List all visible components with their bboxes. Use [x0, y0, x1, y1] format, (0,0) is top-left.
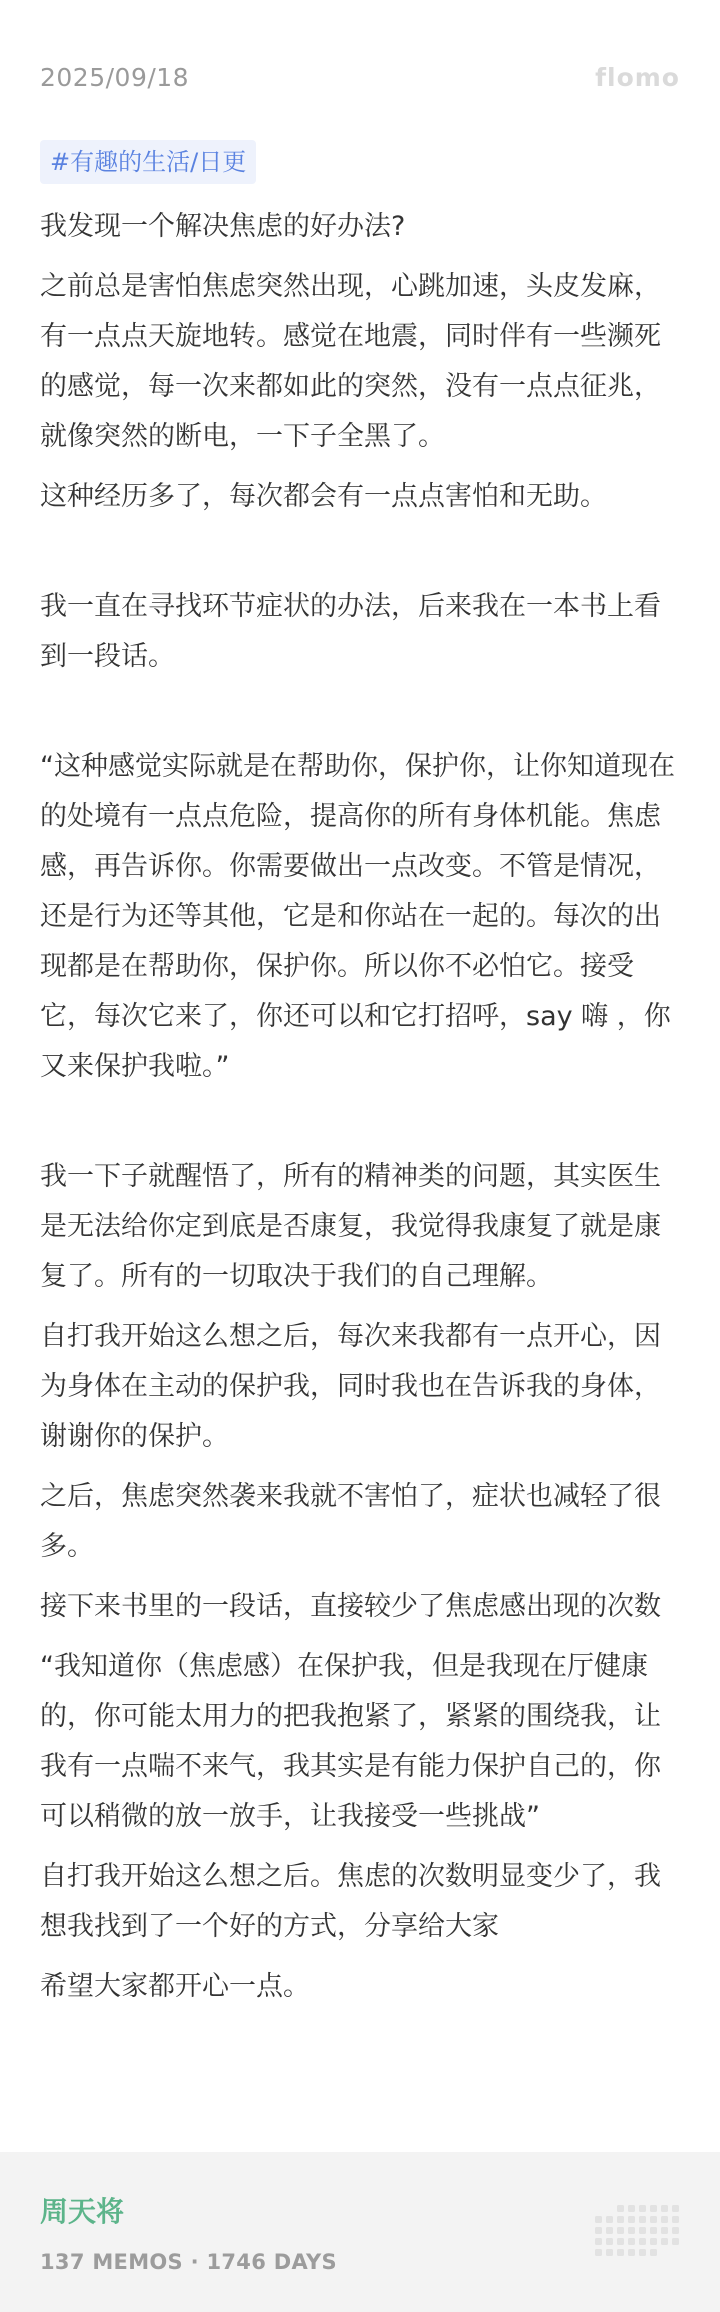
- memo-paragraph: 自打我开始这么想之后。焦虑的次数明显变少了，我想我找到了一个好的方式，分享给大家: [40, 1861, 661, 1942]
- author-stats: 137 MEMOS · 1746 DAYS: [40, 2250, 337, 2274]
- memo-paragraph: 我一下子就醒悟了，所有的精神类的问题，其实医生是无法给你定到底是否康复，我觉得我康复了就是康复了。所有的一切取决于我们的自己理解。: [40, 1161, 661, 1292]
- memo-paragraph: 希望大家都开心一点。: [40, 1971, 310, 2002]
- brand-logo: flomo: [595, 63, 680, 92]
- memo-footer: [0, 2152, 720, 2312]
- memo-paragraph: 我一直在寻找环节症状的办法，后来我在一本书上看到一段话。: [40, 591, 661, 672]
- memo-tag[interactable]: #有趣的生活/日更: [40, 140, 256, 184]
- memo-paragraph: 这种经历多了，每次都会有一点点害怕和无助。: [40, 481, 607, 512]
- memo-paragraph: 之前总是害怕焦虑突然出现，心跳加速，头皮发麻，有一点点天旋地转。感觉在地震，同时伴有一些濒死的感觉，每一次来都如此的突然，没有一点点征兆，就像突然的断电，一下子全黑了。: [40, 271, 661, 452]
- author-name: 周天将: [40, 2195, 125, 2228]
- memo-paragraph: “这种感觉实际就是在帮助你，保护你，让你知道现在的处境有一点点危险，提高你的所有身体机能。焦虑感，再告诉你。你需要做出一点改变。不管是情况，还是行为还等其他，它是和你站在一起的。每次的出现都是在帮助你，保护你。所以你不必怕它。接受它，每次它来了，你还可以和它打招呼，say 嗨 ，你又来保护我啦。”: [40, 751, 675, 1082]
- memo-paragraph: 我发现一个解决焦虑的好办法?: [40, 211, 406, 242]
- memo-content: [40, 202, 680, 2022]
- memo-paragraph: 接下来书里的一段话，直接较少了焦虑感出现的次数: [40, 1591, 661, 1622]
- memo-paragraph: “我知道你（焦虑感）在保护我，但是我现在厅健康的，你可能太用力的把我抱紧了，紧紧的围绕我，让我有一点喘不来气，我其实是有能力保护自己的，你可以稍微的放一放手，让我接受一些挑战”: [40, 1651, 661, 1832]
- dot-grid-icon: [594, 2204, 680, 2262]
- memo-date: 2025/09/18: [40, 63, 190, 92]
- memo-paragraph: 之后，焦虑突然袭来我就不害怕了，症状也减轻了很多。: [40, 1481, 661, 1562]
- memo-paragraph: 自打我开始这么想之后，每次来我都有一点开心，因为身体在主动的保护我，同时我也在告诉我的身体，谢谢你的保护。: [40, 1321, 661, 1452]
